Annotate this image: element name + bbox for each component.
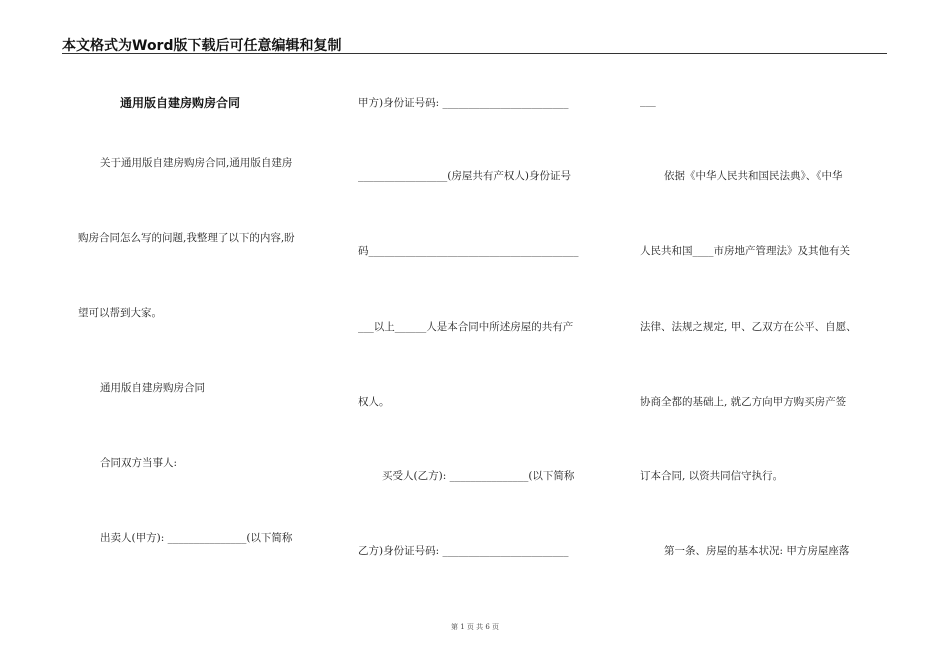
document-title: 通用版自建房购房合同 [120, 96, 241, 110]
paragraph-line: 依据《中华人民共和国民法典》、《中华 [664, 170, 843, 182]
paragraph-line: 望可以帮到大家。 [78, 307, 162, 319]
paragraph-line: 甲方)身份证号码: ________________________ [358, 97, 569, 109]
paragraph-line: 第一条、房屋的基本状况: 甲方房屋座落 [664, 545, 850, 557]
paragraph-line: ___以上______人是本合同中所述房屋的共有产 [358, 321, 574, 333]
paragraph-line: 乙方)身份证号码: ________________________ [358, 545, 569, 557]
paragraph-line: 协商全都的基础上, 就乙方向甲方购买房产签 [640, 396, 847, 408]
header-text: 本文格式为Word版下载后可任意编辑和复制 [62, 38, 342, 54]
paragraph-line: 购房合同怎么写的问题,我整理了以下的内容,盼 [78, 232, 295, 244]
paragraph-line: 买受人(乙方): _______________(以下简称 [382, 470, 575, 482]
paragraph-line: 法律、法规之规定, 甲、乙双方在公平、自愿、 [640, 321, 857, 333]
paragraph-line: _________________(房屋共有产权人)身份证号 [358, 170, 571, 182]
paragraph-line: 码________________________________________ [358, 245, 579, 257]
paragraph-line: 权人。 [358, 396, 390, 408]
paragraph-line: 关于通用版自建房购房合同,通用版自建房 [100, 157, 293, 169]
paragraph-line: ___ [640, 95, 656, 107]
page-header [62, 33, 887, 54]
paragraph-line: 通用版自建房购房合同 [100, 382, 205, 394]
paragraph-line: 合同双方当事人: [100, 457, 178, 469]
paragraph-line: 出卖人(甲方): _______________(以下简称 [100, 532, 293, 544]
paragraph-line: 订本合同, 以资共同信守执行。 [640, 470, 784, 482]
page-footer: 第 1 页 共 6 页 [450, 623, 500, 631]
paragraph-line: 人民共和国____市房地产管理法》及其他有关 [640, 245, 850, 257]
